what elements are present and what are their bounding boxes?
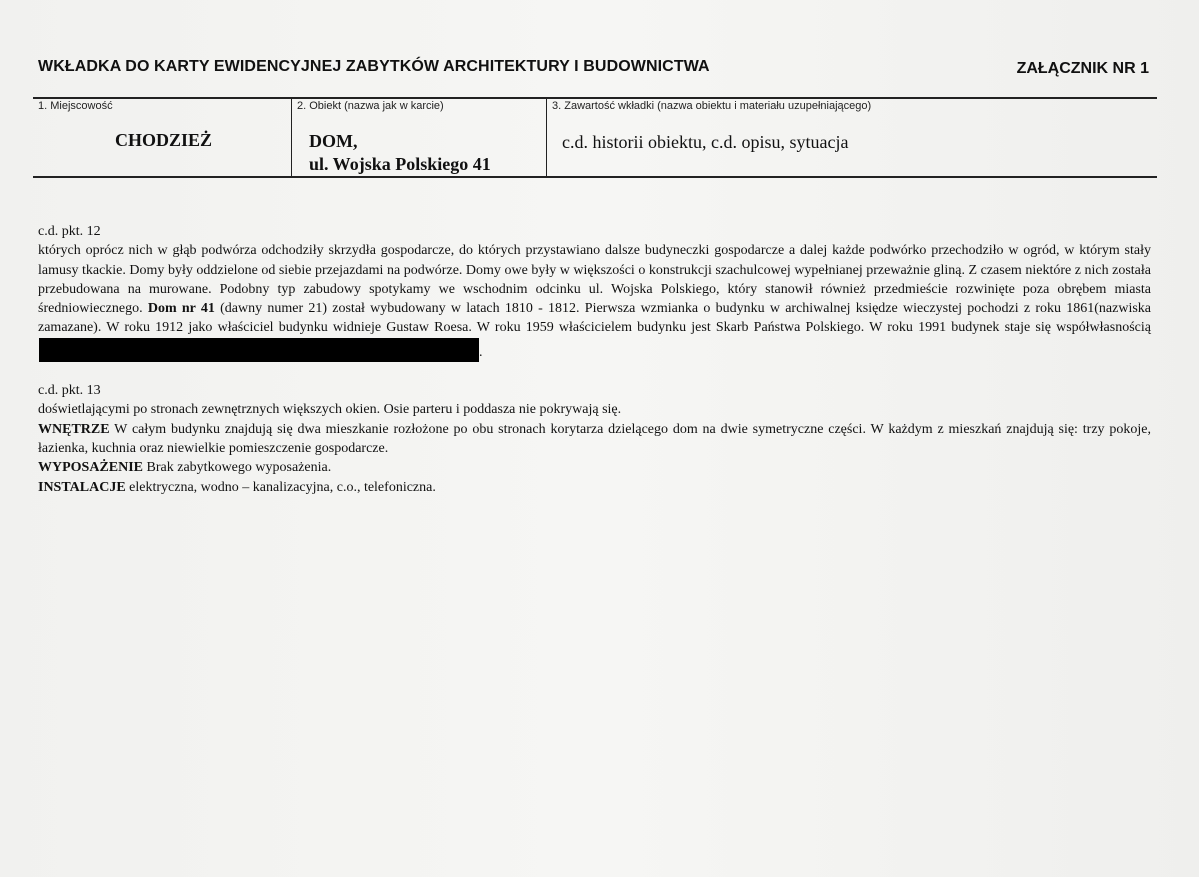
installations-text: elektryczna, wodno – kanalizacyjna, c.o., telefoniczna.	[125, 479, 436, 495]
body-text	[38, 222, 1151, 497]
redaction-bar	[39, 338, 479, 362]
house-number-emphasis: Dom nr 41	[147, 301, 215, 317]
section-12-paragraph	[38, 241, 1151, 362]
contents-value: c.d. historii obiektu, c.d. opisu, sytuacja	[562, 132, 849, 152]
annex-label: ZAŁĄCZNIK NR 1	[1016, 60, 1149, 77]
section-13-line-1: doświetlającymi po stronach zewnętrznych większych okien. Osie parteru i poddasza nie pokrywają się.	[38, 402, 622, 418]
equipment-label: WYPOSAŻENIE	[38, 460, 144, 476]
column-divider-2	[546, 98, 547, 177]
locality-value: CHODZIEŻ	[115, 130, 213, 150]
paragraph-gap	[38, 362, 1151, 381]
object-line-2: ul. Wojska Polskiego 41	[309, 154, 491, 174]
section-12-text-a: których oprócz nich w głąb podwórza odchodziły skrzydła gospodarcze, do których przystawiano dalsze budyneczki gospodarcze a dalej każde podwórko przechodziło w ogród, w którym stały lamusy tkackie. Domy były oddzielone od siebie przejazdami na podwórze. Domy owe były w większości o konstrukcji szachulcowej wypełnianej przeważnie gliną. Z czasem niektóre z nich została przebudowana na murowane. Podobny typ zabudowy spotykamy we wschodnim odcinku ul. Wojska Polskiego, który stanowił również przedmieście rozwinięte poza obrębem miasta średniowiecznego.	[38, 243, 1151, 317]
object-line-1: DOM,	[309, 131, 358, 151]
installations-label: INSTALACJE	[38, 479, 126, 495]
table-top-rule	[33, 97, 1157, 99]
interior-label: WNĘTRZE	[38, 421, 110, 437]
interior-text: W całym budynku znajdują się dwa mieszkanie rozłożone po obu stronach korytarza dzielącego dom na dwie symetryczne części. W każdym z mieszkań znajdują się: trzy pokoje, łazienka, kuchnia oraz niewielkie pomieszczenie gospodarcze.	[38, 421, 1151, 456]
equipment-text: Brak zabytkowego wyposażenia.	[143, 460, 332, 476]
equipment-paragraph	[38, 458, 1151, 477]
section-12-text-b: (dawny numer 21) został wybudowany w latach 1810 - 1812. Pierwsza wzmianka o budynku w archiwalnej księdze wieczystej pochodzi z roku 1861(nazwiska zamazane). W roku 1912 jako właściciel budynku widnieje Gustaw Roesa. W roku 1959 właścicielem budynku jest Skarb Państwa Polskiego. W roku 1991 budynek staje się współwłasnością	[38, 301, 1151, 336]
section-13-heading: c.d. pkt. 13	[38, 383, 101, 399]
installations-paragraph	[38, 478, 1151, 497]
section-12-heading: c.d. pkt. 12	[38, 224, 101, 239]
table-bottom-rule	[33, 176, 1157, 178]
locality-label: 1. Miejscowość	[38, 100, 113, 112]
contents-label: 3. Zawartość wkładki (nazwa obiektu i materiału uzupełniającego)	[552, 100, 872, 112]
interior-paragraph	[38, 420, 1151, 459]
form-title: WKŁADKA DO KARTY EWIDENCYJNEJ ZABYTKÓW ARCHITEKTURY I BUDOWNICTWA	[38, 58, 710, 75]
column-divider-1	[291, 98, 292, 177]
section-12-text-end: .	[479, 344, 483, 360]
object-label: 2. Obiekt (nazwa jak w karcie)	[297, 100, 444, 112]
